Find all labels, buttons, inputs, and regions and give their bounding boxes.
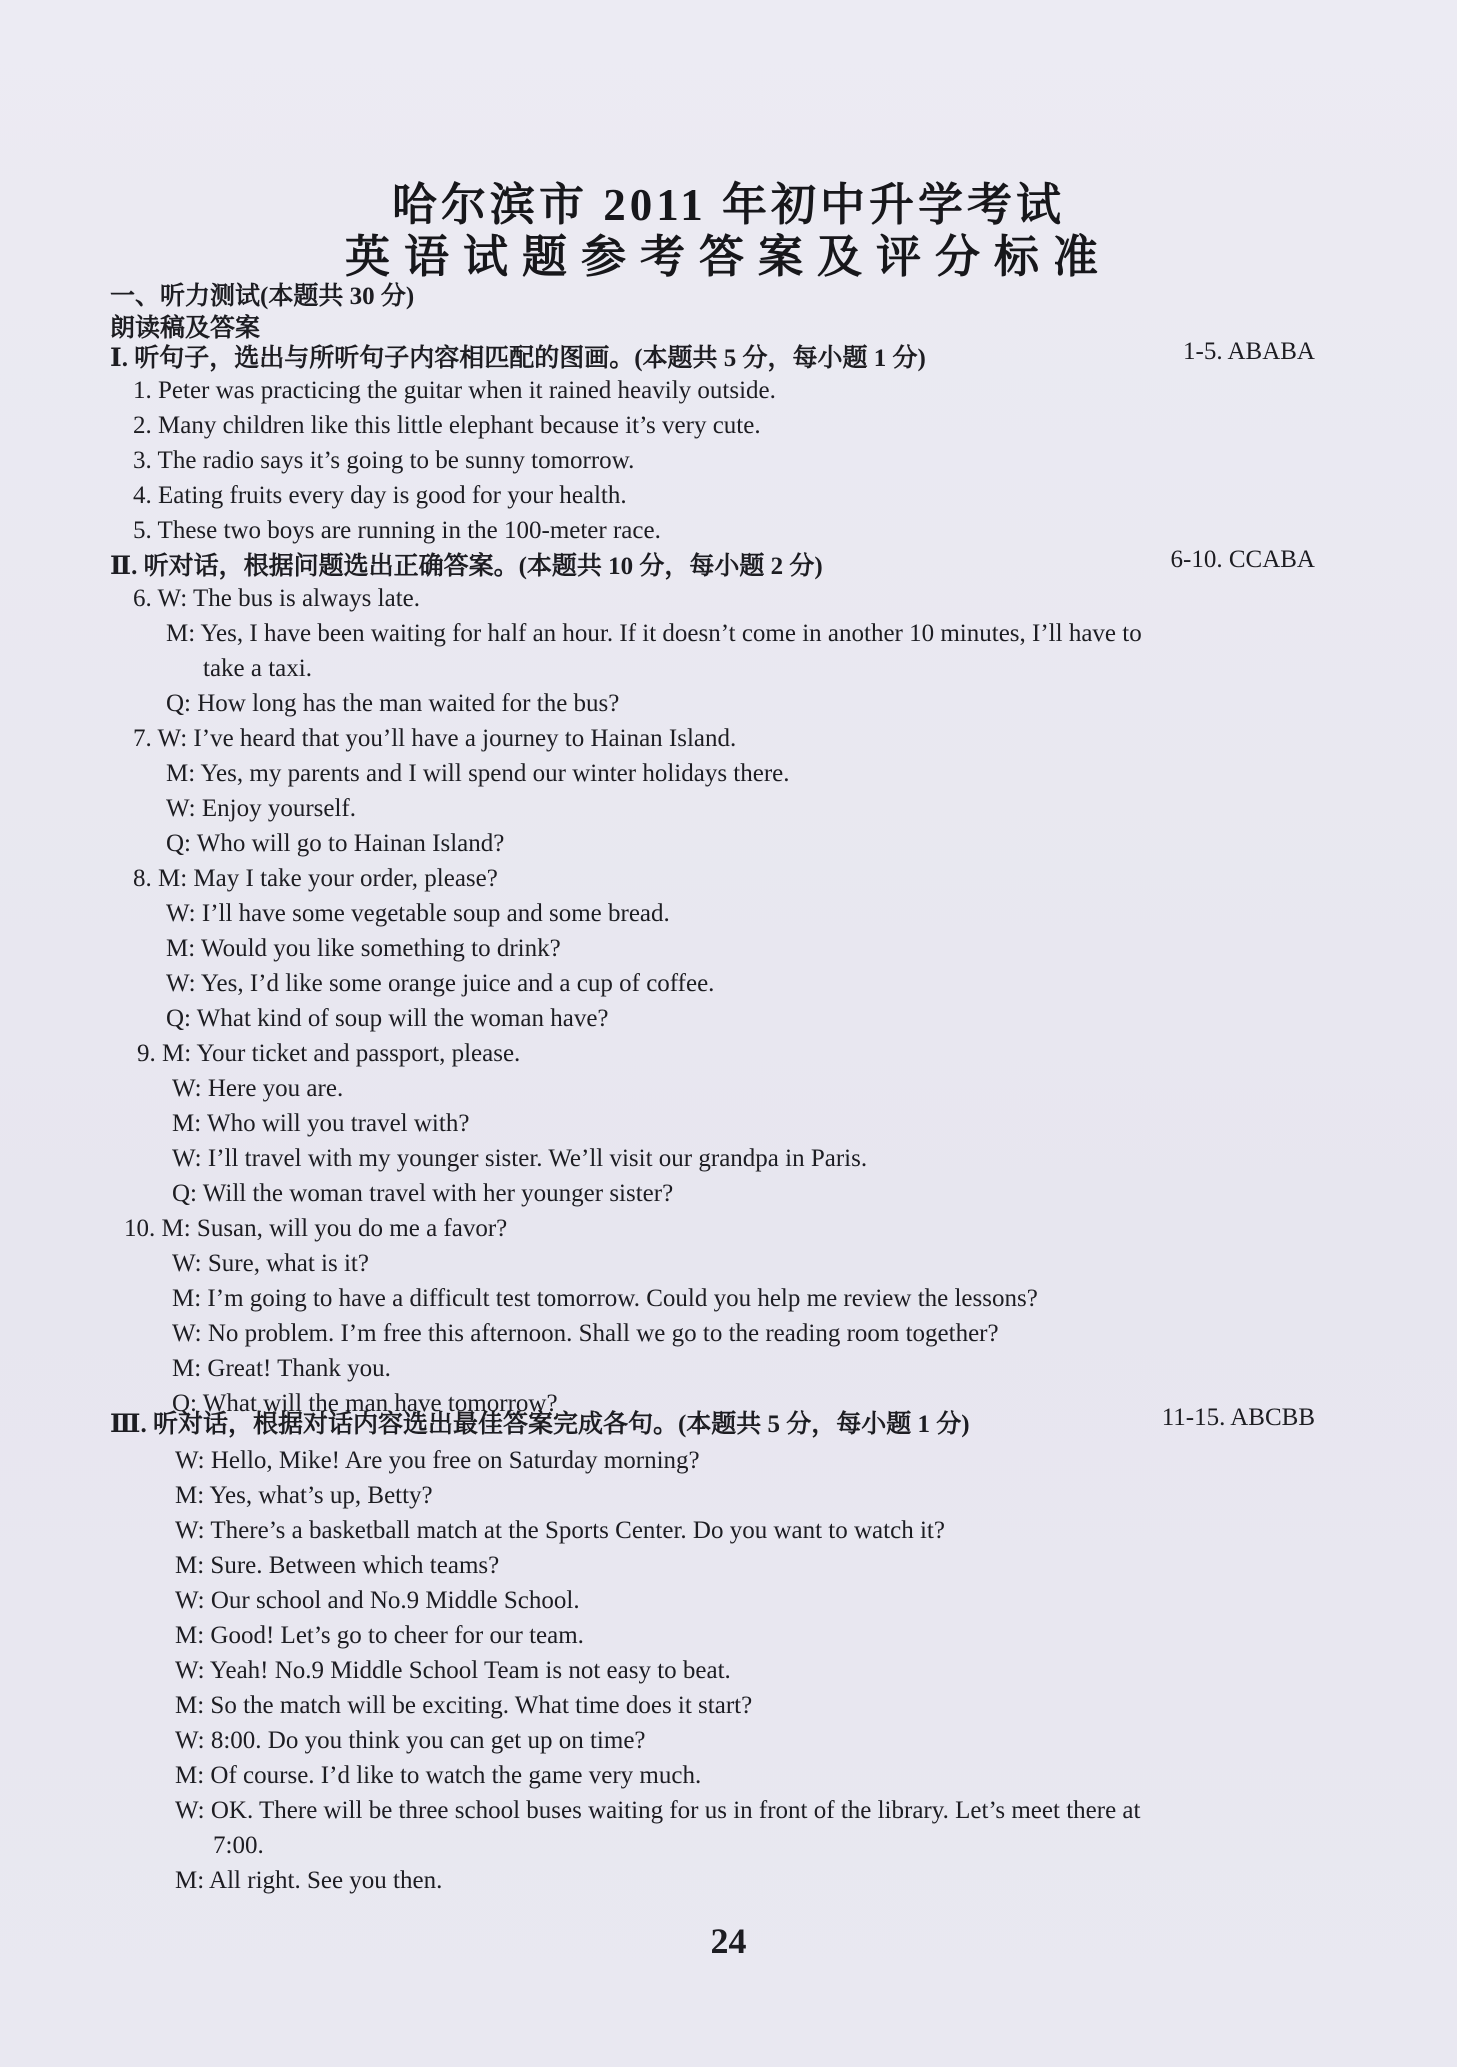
section1-heading: Ⅰ. 听句子，选出与所听句子内容相匹配的图画。(本题共 5 分，每小题 1 分) xyxy=(110,345,926,372)
list-item: Q: What kind of soup will the woman have? xyxy=(166,1005,609,1032)
list-item: M: Great! Thank you. xyxy=(172,1355,391,1382)
list-item: 4. Eating fruits every day is good for your health. xyxy=(133,482,627,509)
list-item: M: Yes, I have been waiting for half an hour. If it doesn’t come in another 10 minutes, I’ll have to xyxy=(166,620,1142,647)
list-item: W: 8:00. Do you think you can get up on time? xyxy=(175,1727,646,1754)
list-item: W: No problem. I’m free this afternoon. Shall we go to the reading room together? xyxy=(172,1320,999,1347)
list-item: 1. Peter was practicing the guitar when it rained heavily outside. xyxy=(133,377,776,404)
list-item: M: I’m going to have a difficult test tomorrow. Could you help me review the lessons? xyxy=(172,1285,1038,1312)
list-item: M: Who will you travel with? xyxy=(172,1110,470,1137)
list-item: 8. M: May I take your order, please? xyxy=(133,865,498,892)
list-item: M: Yes, what’s up, Betty? xyxy=(175,1482,433,1509)
section1-answers: 1-5. ABABA xyxy=(1183,338,1315,365)
list-item: W: Yes, I’d like some orange juice and a cup of coffee. xyxy=(166,970,715,997)
list-item: M: Sure. Between which teams? xyxy=(175,1552,500,1579)
list-item: 7. W: I’ve heard that you’ll have a journey to Hainan Island. xyxy=(133,725,737,752)
list-item: M: Would you like something to drink? xyxy=(166,935,561,962)
part1-subheading: 朗读稿及答案 xyxy=(110,315,261,342)
list-item: 7:00. xyxy=(213,1832,264,1859)
section3-answers: 11-15. ABCBB xyxy=(1161,1404,1315,1431)
list-item: W: Here you are. xyxy=(172,1075,344,1102)
page-title: 哈尔滨市 2011 年初中升学考试 xyxy=(391,180,1066,230)
list-item: W: I’ll travel with my younger sister. We’ll visit our grandpa in Paris. xyxy=(172,1145,868,1172)
section2-answers: 6-10. CCABA xyxy=(1170,546,1315,573)
section2-heading-row xyxy=(110,546,1340,582)
list-item: W: Enjoy yourself. xyxy=(166,795,357,822)
list-item: W: There’s a basketball match at the Sports Center. Do you want to watch it? xyxy=(175,1517,945,1544)
list-item: 2. Many children like this little elephant because it’s very cute. xyxy=(133,412,761,439)
list-item: M: Good! Let’s go to cheer for our team. xyxy=(175,1622,584,1649)
list-item: Q: How long has the man waited for the bus? xyxy=(166,690,620,717)
list-item: M: All right. See you then. xyxy=(175,1867,443,1894)
page-subtitle: 英语试题参考答案及评分标准 xyxy=(344,232,1112,282)
list-item: take a taxi. xyxy=(203,655,312,682)
list-item: Q: Will the woman travel with her younger sister? xyxy=(172,1180,674,1207)
list-item: 10. M: Susan, will you do me a favor? xyxy=(124,1215,508,1242)
list-item: W: Sure, what is it? xyxy=(172,1250,369,1277)
list-item: Q: Who will go to Hainan Island? xyxy=(166,830,505,857)
list-item: 9. M: Your ticket and passport, please. xyxy=(137,1040,521,1067)
section3-heading-row xyxy=(110,1404,1340,1440)
list-item: Q: What will the man have tomorrow? xyxy=(172,1390,558,1417)
list-item: W: Our school and No.9 Middle School. xyxy=(175,1587,580,1614)
part1-heading: 一、听力测试(本题共 30 分) xyxy=(110,283,415,310)
list-item: 3. The radio says it’s going to be sunny tomorrow. xyxy=(133,447,635,474)
list-item: 6. W: The bus is always late. xyxy=(133,585,420,612)
section2-heading: Ⅱ. 听对话，根据问题选出正确答案。(本题共 10 分，每小题 2 分) xyxy=(110,553,823,580)
list-item: W: Hello, Mike! Are you free on Saturday morning? xyxy=(175,1447,700,1474)
page-number: 24 xyxy=(710,1921,747,1961)
list-item: W: Yeah! No.9 Middle School Team is not easy to beat. xyxy=(175,1657,731,1684)
list-item: W: I’ll have some vegetable soup and some bread. xyxy=(166,900,670,927)
section1-heading-row xyxy=(110,338,1340,374)
list-item: M: Of course. I’d like to watch the game very much. xyxy=(175,1762,702,1789)
section3-heading: Ⅲ. 听对话，根据对话内容选出最佳答案完成各句。(本题共 5 分，每小题 1 分) xyxy=(110,1411,970,1438)
list-item: M: So the match will be exciting. What time does it start? xyxy=(175,1692,753,1719)
list-item: 5. These two boys are running in the 100-meter race. xyxy=(133,517,661,544)
list-item: M: Yes, my parents and I will spend our winter holidays there. xyxy=(166,760,790,787)
list-item: W: OK. There will be three school buses waiting for us in front of the library. Let’s meet there at xyxy=(175,1797,1141,1824)
